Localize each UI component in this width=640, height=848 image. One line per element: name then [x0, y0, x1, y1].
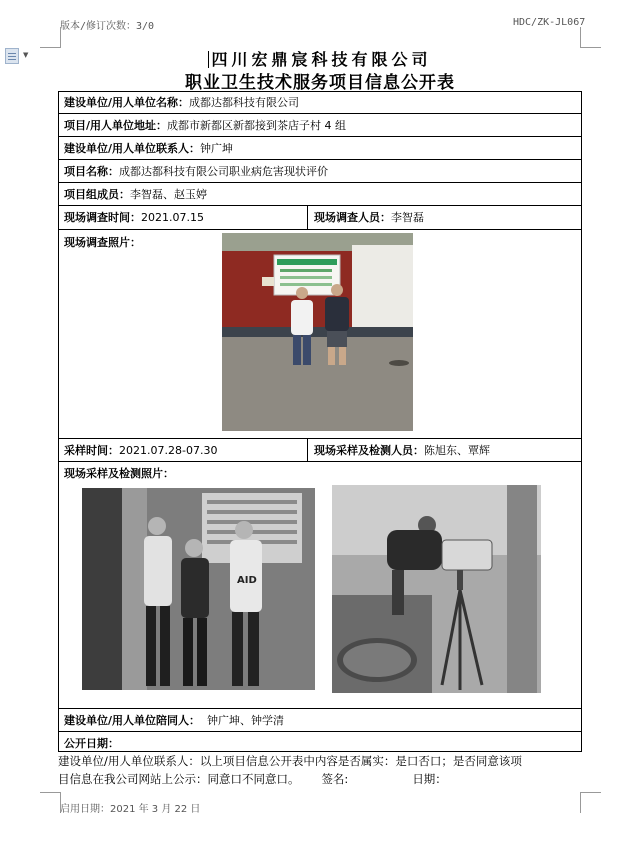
row-divider	[59, 159, 581, 160]
row-divider	[59, 731, 581, 732]
corner-mark-tr	[580, 27, 601, 48]
survey-photo	[222, 233, 413, 431]
sampler-cell: 现场采样及检测人员：陈旭东、覃辉	[314, 444, 490, 457]
members-row: 项目组成员：李智磊、赵玉婷	[64, 188, 207, 201]
sampling-photo-group	[82, 488, 315, 690]
row-divider	[59, 461, 581, 462]
consent-line-2: 目信息在我公司网站上公示：同意口不同意口。 签名: 日期：	[58, 772, 447, 786]
company-title: 四川宏鼎宸科技有限公司	[0, 47, 640, 70]
sampling-photo-label: 现场采样及检测照片：	[64, 467, 174, 480]
row-divider	[59, 182, 581, 183]
sampling-time-cell: 采样时间：2021.07.28-07.30	[64, 444, 218, 457]
surveyor-cell: 现场调查人员：李智磊	[314, 211, 424, 224]
form-title: 职业卫生技术服务项目信息公开表	[185, 73, 455, 93]
address-row: 项目/用人单位地址：成都市新都区新都接到茶店子村 4 组	[64, 119, 347, 132]
sampling-photo-equipment	[332, 485, 541, 693]
corner-mark-tl	[40, 27, 61, 48]
column-divider	[307, 206, 308, 229]
escort-row: 建设单位/用人单位陪同人： 钟广坤、钟学清	[64, 714, 285, 727]
text-cursor	[208, 51, 209, 68]
row-divider	[59, 113, 581, 114]
corner-mark-bl	[40, 792, 61, 813]
column-divider	[307, 439, 308, 461]
document-code: HDC/ZK-JL067	[513, 17, 586, 28]
effective-date: 启用日期：2021 年 3 月 22 日	[60, 804, 201, 815]
shirt-print: AID	[237, 575, 257, 586]
date-label: 日期：	[412, 772, 447, 786]
version-label: 版本/修订次数：3/0	[60, 21, 155, 32]
unit-name-row: 建设单位/用人单位名称：成都达都科技有限公司	[64, 96, 300, 109]
survey-time-cell: 现场调查时间：2021.07.15	[64, 211, 204, 224]
row-divider	[59, 136, 581, 137]
corner-mark-br	[580, 792, 601, 813]
contact-row: 建设单位/用人单位联系人：钟广坤	[64, 142, 234, 155]
survey-photo-label: 现场调查照片：	[64, 236, 141, 249]
row-divider	[59, 438, 581, 439]
row-divider	[59, 229, 581, 230]
dropdown-caret-icon[interactable]: ▼	[23, 51, 29, 59]
consent-line-1: 建设单位/用人单位联系人：以上项目信息公开表中内容是否属实：是口否口；是否同意该项	[58, 754, 522, 768]
info-table	[58, 91, 582, 752]
sign-label: 签名:	[321, 772, 349, 786]
project-name-row: 项目名称：成都达都科技有限公司职业病危害现状评价	[64, 165, 328, 178]
publish-date-row: 公开日期：	[64, 737, 119, 750]
row-divider	[59, 708, 581, 709]
row-divider	[59, 205, 581, 206]
